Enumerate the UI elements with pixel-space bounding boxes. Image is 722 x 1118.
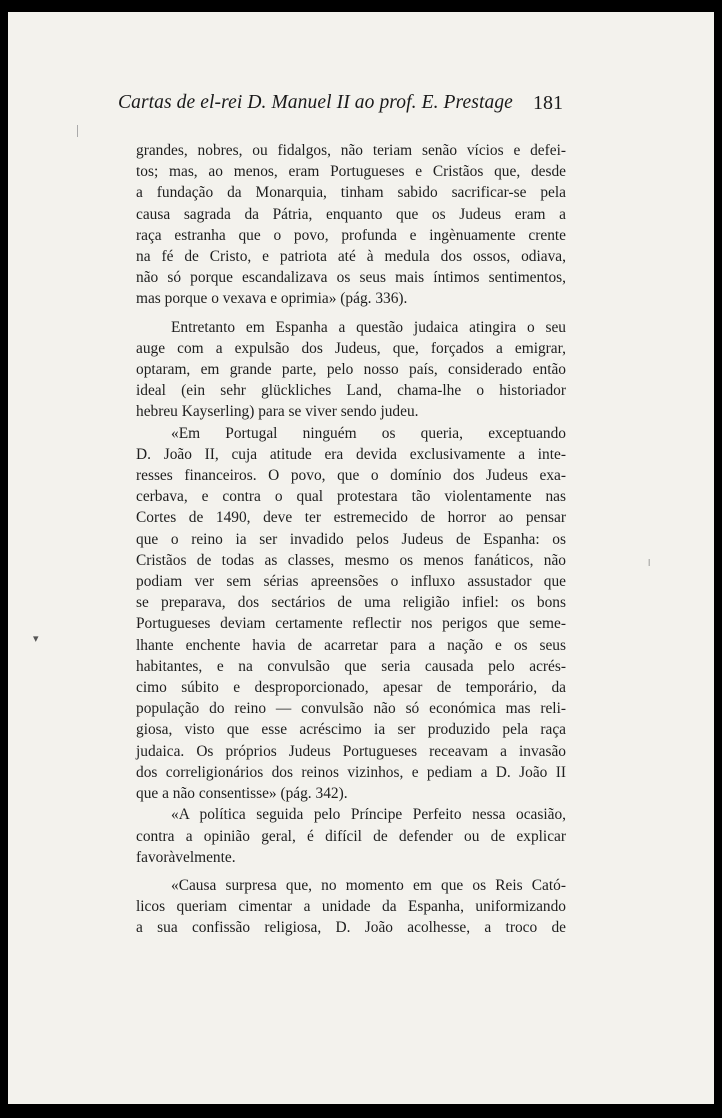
paragraph-5: [136, 875, 566, 939]
paragraph-4: [136, 804, 566, 868]
text-line: cimo súbito e desproporcionado, apesar de temporário, da: [136, 679, 566, 697]
text-line: optaram, em grande parte, pelo nosso país, considerado então: [136, 361, 566, 379]
text-line: a sua confissão religiosa, D. João acolhesse, a troco de: [136, 919, 566, 937]
text-line: ideal (ein sehr glückliches Land, chama-lhe o historiador: [136, 382, 566, 400]
text-line: licos queriam cimentar a unidade da Espanha, uniformizando: [136, 898, 566, 916]
text-line: não só porque escandalizava os seus mais íntimos sentimentos,: [136, 269, 566, 287]
running-head: [118, 90, 563, 120]
text-line: Cortes de 1490, deve ter estremecido de horror ao pensar: [136, 509, 566, 527]
text-line: podiam ver sem sérias apreensões o influxo assustador que: [136, 573, 566, 591]
text-line: na fé de Cristo, e patriota até à medula dos ossos, odiava,: [136, 248, 566, 266]
text-line: Entretanto em Espanha a questão judaica atingira o seu: [171, 318, 566, 336]
text-line: tos; mas, ao menos, eram Portugueses e Cristãos que, desde: [136, 163, 566, 181]
text-line: se preparava, dos sectários de uma religião infiel: os bons: [136, 594, 566, 612]
text-line: giosa, visto que esse acréscimo ia ser produzido pela raça: [136, 721, 566, 739]
text-line: a fundação da Monarquia, tinham sabido sacrificar-se pela: [136, 184, 566, 202]
text-line: raça estranha que o povo, profunda e ingènuamente crente: [136, 226, 566, 244]
text-line: dos correligionários dos reinos vizinhos, e pediam a D. João II: [136, 763, 566, 781]
text-line: habitantes, e na convulsão que seria causada pelo acrés-: [136, 657, 566, 675]
text-line: lhante enchente havia de acarretar para a nação e os seus: [136, 636, 566, 654]
margin-speck: ǀ: [648, 557, 651, 569]
text-line: que a não consentisse» (pág. 342).: [136, 785, 348, 803]
text-line: «Causa surpresa que, no momento em que os Reis Cató-: [171, 876, 566, 894]
text-line: contra a opinião geral, é difícil de defender ou de explicar: [136, 827, 566, 845]
paragraph-3: [136, 423, 566, 805]
text-line: «Em Portugal ninguém os queria, exceptuando: [171, 424, 566, 442]
body-text: [136, 140, 566, 939]
scan-speck: [77, 125, 78, 137]
scanned-page: [8, 12, 714, 1104]
text-line: causa sagrada da Pátria, enquanto que os Judeus eram a: [136, 205, 566, 223]
text-line: população do reino — convulsão não só económica mas reli-: [136, 700, 566, 718]
text-line: judaica. Os próprios Judeus Portugueses receavam a invasão: [136, 742, 566, 760]
text-line: auge com a expulsão dos Judeus, que, forçados a emigrar,: [136, 339, 566, 357]
text-line: que o reino ia ser invadido pelos Judeus de Espanha: os: [136, 530, 566, 548]
paragraph-1: [136, 140, 566, 310]
text-line: Portugueses deviam certamente reflectir nos perigos que seme-: [136, 615, 566, 633]
text-line: resses financeiros. O povo, que o domínio dos Judeus exa-: [136, 467, 566, 485]
running-title: Cartas de el-rei D. Manuel II ao prof. E. Prestage: [118, 92, 513, 113]
text-line: Cristãos de todas as classes, mesmo os menos fanáticos, não: [136, 551, 566, 569]
text-line: D. João II, cuja atitude era devida exclusivamente a inte-: [136, 445, 566, 463]
page-number: 181: [533, 92, 563, 114]
text-line: mas porque o vexava e oprimia» (pág. 336).: [136, 290, 408, 308]
text-line: favoràvelmente.: [136, 848, 236, 866]
text-line: «A política seguida pelo Príncipe Perfeito nessa ocasião,: [171, 806, 566, 824]
text-line: cerbava, e contra o qual protestara tão violentamente nas: [136, 488, 566, 506]
paragraph-2: [136, 317, 566, 423]
text-line: grandes, nobres, ou fidalgos, não teriam senão vícios e defei-: [136, 142, 566, 159]
text-line: hebreu Kayserling) para se viver sendo judeu.: [136, 403, 419, 421]
margin-speck: ▾: [33, 633, 39, 645]
